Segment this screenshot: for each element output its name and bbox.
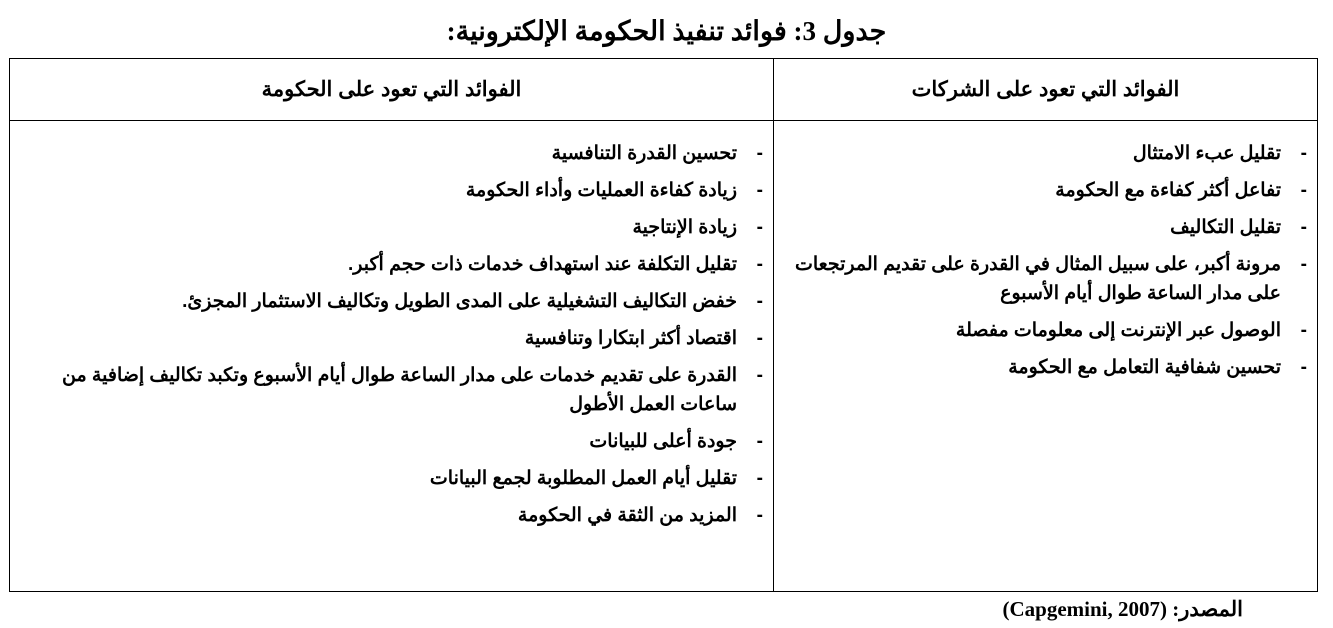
bullet-dash: - <box>756 254 763 275</box>
list-item-text: زيادة الإنتاجية <box>632 217 737 238</box>
list-item <box>22 464 763 493</box>
bullet-dash: - <box>756 431 763 452</box>
source-citation <box>1003 594 1244 624</box>
government-benefits-cell <box>10 121 774 592</box>
list-item-text: تقليل عبء الامتثال <box>1132 143 1281 164</box>
table-title: جدول 3: فوائد تنفيذ الحكومة الإلكترونية: <box>446 16 887 46</box>
bullet-dash: - <box>756 328 763 349</box>
list-item-text: اقتصاد أكثر ابتكارا وتنافسية <box>524 328 737 349</box>
table-header-row <box>10 59 1318 121</box>
bullet-dash: - <box>1300 143 1307 164</box>
list-item <box>786 353 1307 382</box>
source-label: المصدر: <box>1172 597 1243 621</box>
bullet-dash: - <box>756 291 763 312</box>
list-item <box>22 213 763 242</box>
list-item-text: تحسين شفافية التعامل مع الحكومة <box>1008 357 1281 378</box>
companies-benefits-cell <box>774 121 1318 592</box>
list-item-text: تقليل أيام العمل المطلوبة لجمع البيانات <box>429 468 737 489</box>
list-item-text: تقليل التكلفة عند استهداف خدمات ذات حجم أكبر. <box>348 254 737 275</box>
bullet-dash: - <box>756 143 763 164</box>
list-item <box>22 324 763 353</box>
source-value: (Capgemini, 2007) <box>1002 597 1167 621</box>
bullet-dash: - <box>756 505 763 526</box>
list-item-text: تفاعل أكثر كفاءة مع الحكومة <box>1055 180 1281 201</box>
list-item <box>786 139 1307 168</box>
bullet-dash: - <box>1300 254 1307 275</box>
list-item-text: تقليل التكاليف <box>1170 217 1281 238</box>
list-item <box>22 176 763 205</box>
list-item-text: تحسين القدرة التنافسية <box>551 143 737 164</box>
bullet-dash: - <box>756 180 763 201</box>
companies-benefits-list <box>774 121 1317 382</box>
bullet-dash: - <box>1300 320 1307 341</box>
bullet-dash: - <box>1300 180 1307 201</box>
list-item-text: خفض التكاليف التشغيلية على المدى الطويل وتكاليف الاستثمار المجزئ. <box>182 291 737 312</box>
list-item <box>786 250 1307 308</box>
bullet-dash: - <box>756 365 763 386</box>
header-companies-benefits: الفوائد التي تعود على الشركات <box>774 59 1318 121</box>
government-benefits-list <box>10 121 773 530</box>
list-item-text: مرونة أكبر، على سبيل المثال في القدرة على تقديم المرتجعات على مدار الساعة طوال أيام الأسبوع <box>794 254 1281 304</box>
bullet-dash: - <box>1300 217 1307 238</box>
bullet-dash: - <box>756 217 763 238</box>
list-item-text: زيادة كفاءة العمليات وأداء الحكومة <box>465 180 737 201</box>
bullet-dash: - <box>756 468 763 489</box>
list-item-text: الوصول عبر الإنترنت إلى معلومات مفصلة <box>955 320 1281 341</box>
list-item <box>22 361 763 419</box>
list-item <box>22 287 763 316</box>
list-item-text: جودة أعلى للبيانات <box>589 431 737 452</box>
list-item <box>22 139 763 168</box>
list-item <box>22 501 763 530</box>
list-item <box>22 250 763 279</box>
list-item-text: المزيد من الثقة في الحكومة <box>517 505 737 526</box>
benefits-table <box>9 58 1318 592</box>
list-item-text: القدرة على تقديم خدمات على مدار الساعة طوال أيام الأسبوع وتكبد تكاليف إضافية من ساعات العمل الأطول <box>62 365 737 415</box>
bullet-dash: - <box>1300 357 1307 378</box>
list-item <box>786 213 1307 242</box>
list-item <box>786 176 1307 205</box>
table-body-row <box>10 121 1318 592</box>
list-item <box>22 427 763 456</box>
list-item <box>786 316 1307 345</box>
header-government-benefits: الفوائد التي تعود على الحكومة <box>10 59 774 121</box>
